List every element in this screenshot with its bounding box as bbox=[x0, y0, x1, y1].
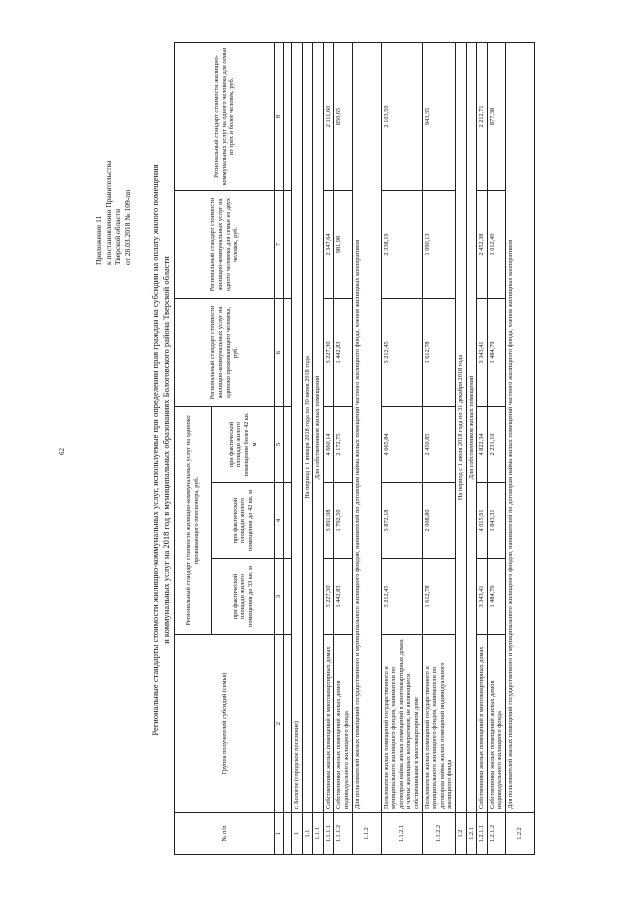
appendix-reference bbox=[94, 161, 132, 265]
row-number: 1.1.2.2 bbox=[422, 813, 455, 855]
column-number: 3 bbox=[275, 559, 284, 635]
cell-area-33: 1 484,79 bbox=[487, 559, 505, 635]
page-number: 62 bbox=[58, 448, 66, 455]
cell-three: 2 212,71 bbox=[477, 42, 488, 190]
row-group-name: Собственники жилых помещений в многоквартирных домах bbox=[477, 635, 488, 813]
row-number: 1.2.1.2 bbox=[487, 813, 505, 855]
column-number: 2 bbox=[275, 635, 284, 813]
cell-area-42-plus: 2 172,75 bbox=[334, 406, 352, 482]
spacer-row bbox=[284, 42, 292, 854]
cell-area-33: 1 612,78 bbox=[422, 559, 455, 635]
subgroup-row bbox=[352, 42, 381, 854]
cell-area-42-plus: 2 231,10 bbox=[487, 406, 505, 482]
header-two: Региональный стандарт стоимости жилищно-коммунальных услуг на одного человека для семьи из двух человек, руб. bbox=[175, 190, 275, 298]
header-area-42-plus: при фактической площади жилого помещения более 42 кв. м bbox=[212, 406, 275, 482]
row-number: 1.2 bbox=[455, 813, 466, 855]
appendix-line: Тверской области bbox=[113, 208, 122, 265]
cell-three: 877,38 bbox=[487, 42, 505, 190]
header-single: Региональный стандарт стоимости жилищно-коммунальных услуг на одиноко проживающего человека, руб. bbox=[175, 298, 275, 406]
cell-three: 850,65 bbox=[334, 42, 352, 190]
row-number: 1.1.1 bbox=[313, 813, 324, 855]
column-number: 1 bbox=[275, 813, 284, 855]
period-row bbox=[455, 42, 466, 854]
cell-area-42: 1 843,31 bbox=[487, 483, 505, 559]
row-number: 1 bbox=[292, 813, 303, 855]
period-title: На период с 1 января 2018 года по 30 июня 2018 года bbox=[302, 42, 313, 812]
table-row bbox=[323, 42, 334, 854]
cell-area-42: 3 872,18 bbox=[381, 483, 422, 559]
header-area-42: при фактической площади жилого помещения до 42 кв. м bbox=[212, 483, 275, 559]
cell-three: 2 111,60 bbox=[323, 42, 334, 190]
standards-table bbox=[174, 42, 535, 855]
row-number: 1.2.2 bbox=[505, 813, 534, 855]
row-number: 1.2.1 bbox=[466, 813, 477, 855]
cell-two: 1 090,13 bbox=[422, 190, 455, 298]
subgroup-title: Для собственников жилых помещений bbox=[466, 42, 477, 812]
table-row bbox=[422, 42, 455, 854]
subgroup-title: Для собственников жилых помещений bbox=[313, 42, 324, 812]
column-number: 4 bbox=[275, 483, 284, 559]
row-number: 1.2.1.1 bbox=[477, 813, 488, 855]
row-group-name: Собственники жилых помещений жилых домов индивидуального жилищного фонда bbox=[487, 635, 505, 813]
subgroup-title: Для пользователей жилых помещений государственного и муниципального жилищного фондов, нанимателей по договорам найма жилых помещений частного жилищного фонда, членов жилищных кооперативов bbox=[352, 42, 381, 812]
cell-two: 2 347,64 bbox=[323, 190, 334, 298]
column-number: 6 bbox=[275, 298, 284, 406]
cell-area-42: 3 891,08 bbox=[323, 483, 334, 559]
table-row bbox=[334, 42, 352, 854]
cell-two: 2 452,38 bbox=[477, 190, 488, 298]
row-number: 1.1.1.1 bbox=[323, 813, 334, 855]
row-group-name: Собственники жилых помещений в многоквартирных домах bbox=[323, 635, 334, 813]
cell-area-42-plus: 4 822,34 bbox=[477, 406, 488, 482]
header-num: № п/п bbox=[175, 813, 275, 855]
header-three: Региональный стандарт стоимости жилищно-коммунальных услуг на одного человека для семьи из трех и более человек, руб. bbox=[175, 42, 275, 190]
row-number: 1.1.2.1 bbox=[381, 813, 422, 855]
cell-area-42-plus: 4 660,14 bbox=[323, 406, 334, 482]
cell-single: 3 343,41 bbox=[477, 298, 488, 406]
row-group-name: Пользователи жилых помещений государственного и муниципального жилищного фондов, наниматели по договорам найма жилых помещений индивидуального жилищного фонда bbox=[422, 635, 455, 813]
header-group: Группа получателей субсидий (семья) bbox=[175, 635, 275, 813]
cell-area-33: 3 227,30 bbox=[323, 559, 334, 635]
cell-two: 981,98 bbox=[334, 190, 352, 298]
subgroup-title: Для пользователей жилых помещений государственного и муниципального жилищного фондов, нанимателей по договорам найма жилых помещений частного жилищного фонда, членов жилищных кооперативов bbox=[505, 42, 534, 812]
cell-two: 2 338,19 bbox=[381, 190, 422, 298]
cell-area-33: 3 343,41 bbox=[477, 559, 488, 635]
period-title: На период с 1 июля 2018 года по 31 декабря 2018 года bbox=[455, 42, 466, 812]
row-number: 1.1.1.2 bbox=[334, 813, 352, 855]
cell-single: 3 212,45 bbox=[381, 298, 422, 406]
cell-two: 1 012,40 bbox=[487, 190, 505, 298]
appendix-line: к постановлению Правительства bbox=[103, 160, 113, 265]
appendix-line: Приложение 11 bbox=[94, 215, 103, 265]
document-title bbox=[150, 95, 172, 805]
table-row bbox=[477, 42, 488, 854]
cell-area-33: 1 442,83 bbox=[334, 559, 352, 635]
title-line: Региональные стандарты стоимости жилищно-коммунальных услуг, используемые при определении прав граждан на субсидии на оплату жилого помещения bbox=[150, 164, 160, 736]
cell-area-42-plus: 2 450,85 bbox=[422, 406, 455, 482]
column-number: 8 bbox=[275, 42, 284, 190]
cell-three: 943,35 bbox=[422, 42, 455, 190]
section-title: г. Бологое (городское поселение) bbox=[292, 42, 303, 812]
cell-area-42-plus: 4 665,84 bbox=[381, 406, 422, 482]
header-pensioner: Региональный стандарт стоимости жилищно-коммунальных услуг на одиноко проживающего пенсионера, руб. bbox=[175, 406, 212, 634]
section-row bbox=[292, 42, 303, 854]
subgroup-row bbox=[466, 42, 477, 854]
table-row bbox=[487, 42, 505, 854]
row-number: 1.1 bbox=[302, 813, 313, 855]
cell-single: 1 484,79 bbox=[487, 298, 505, 406]
appendix-line: от 28.03.2018 № 109-пп bbox=[122, 189, 132, 265]
title-line: и коммунальных услуг на 2018 год в муниципальных образованиях Бологовского района Тверской области bbox=[161, 256, 171, 644]
cell-area-33: 3 212,45 bbox=[381, 559, 422, 635]
header-row bbox=[175, 42, 212, 854]
row-group-name: Пользователи жилых помещений государственного и муниципального жилищного фондов, наниматели по договорам найма жилых помещений в многоквартирных домах и члены жилищных кооперативов, не являющиеся собственниками в многоквартирном доме bbox=[381, 635, 422, 813]
subgroup-row bbox=[505, 42, 534, 854]
column-number-row bbox=[275, 42, 284, 854]
cell-three: 2 103,50 bbox=[381, 42, 422, 190]
column-number: 7 bbox=[275, 190, 284, 298]
header-area-33: при фактической площади жилого помещения до 33 кв. м bbox=[212, 559, 275, 635]
cell-area-42: 2 008,80 bbox=[422, 483, 455, 559]
cell-area-42: 1 792,50 bbox=[334, 483, 352, 559]
cell-single: 3 227,30 bbox=[323, 298, 334, 406]
column-number: 5 bbox=[275, 406, 284, 482]
row-group-name: Собственники жилых помещений жилых домов индивидуального жилищного фонда bbox=[334, 635, 352, 813]
period-row bbox=[302, 42, 313, 854]
subgroup-row bbox=[313, 42, 324, 854]
cell-single: 1 612,78 bbox=[422, 298, 455, 406]
row-number: 1.1.2 bbox=[352, 813, 381, 855]
cell-single: 1 442,83 bbox=[334, 298, 352, 406]
cell-area-42: 4 015,91 bbox=[477, 483, 488, 559]
table-row bbox=[381, 42, 422, 854]
